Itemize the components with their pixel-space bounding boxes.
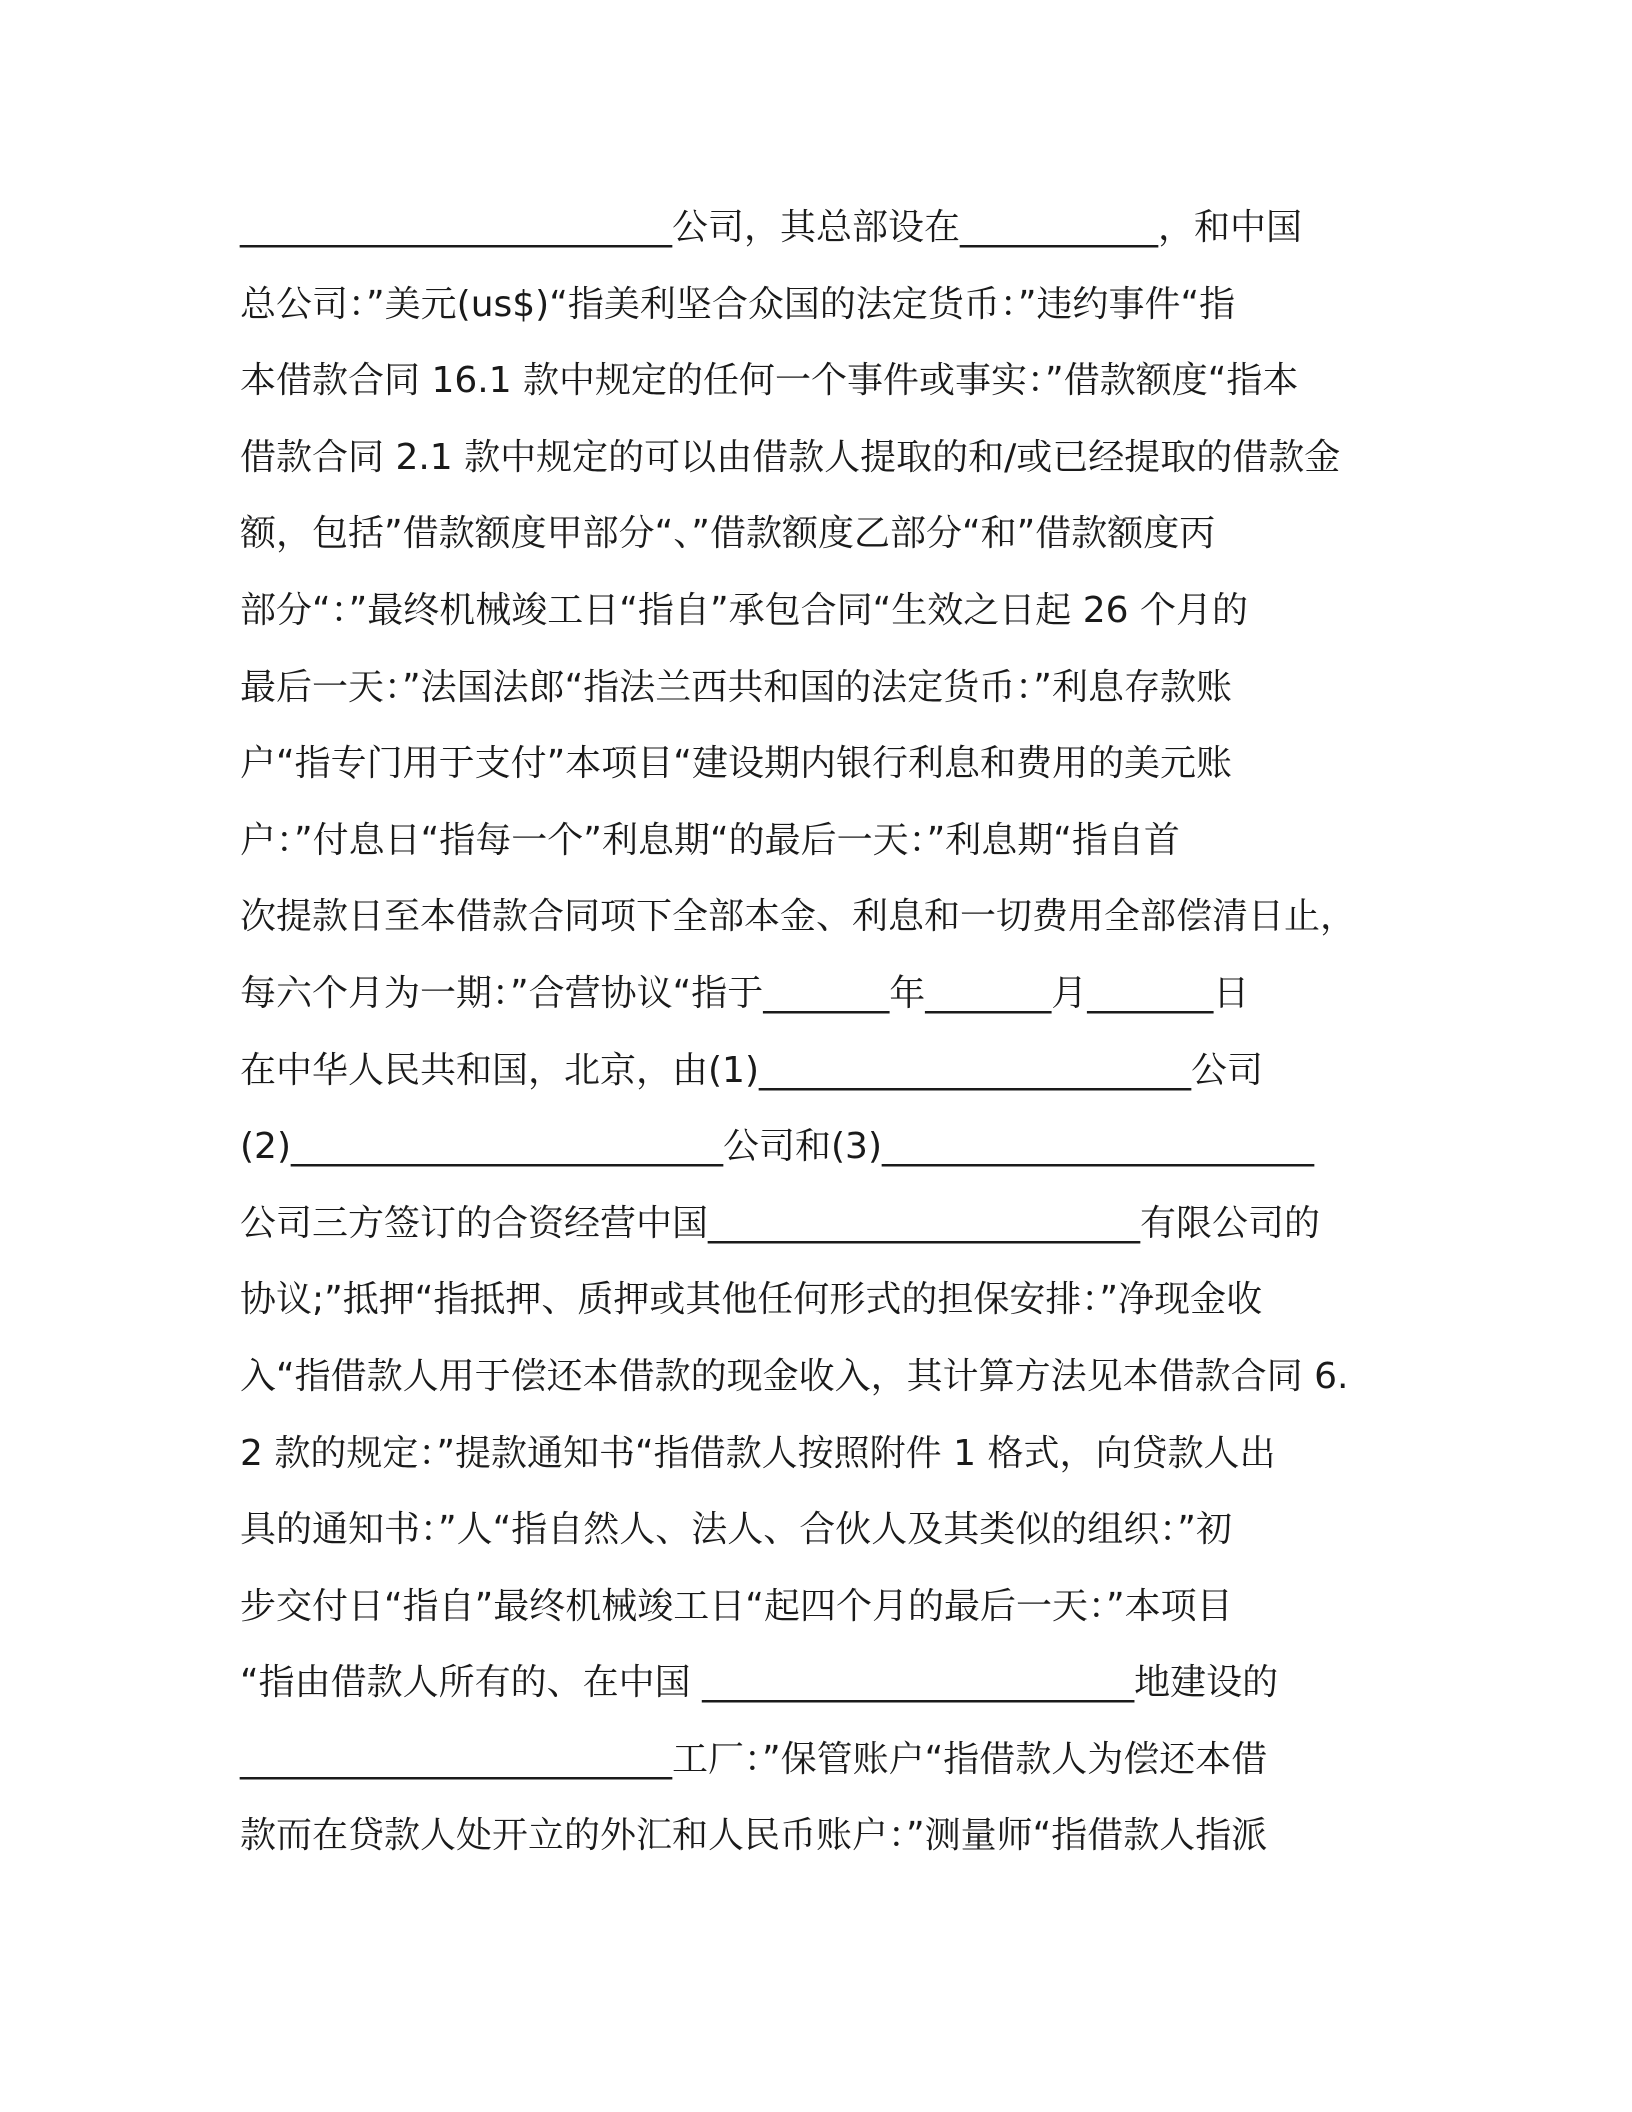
- text-line: 次提款日至本借款合同项下全部本金、利息和一切费用全部偿清日止，: [240, 896, 1357, 938]
- text-line: 入“指借款人用于偿还本借款的现金收入，其计算方法见本借款合同 6.: [240, 1355, 1349, 1397]
- text-line: 步交付日“指自”最终机械竣工日“起四个月的最后一天：”本项目: [240, 1585, 1233, 1627]
- text-line: (2)________________________公司和(3)________________________: [240, 1126, 1314, 1168]
- text-line: 总公司：”美元(us$)“指美利坚合众国的法定货币：”违约事件“指: [240, 283, 1236, 325]
- text-line: 部分“：”最终机械竣工日“指自”承包合同“生效之日起 26 个月的: [240, 589, 1248, 631]
- text-line: 公司三方签订的合资经营中国________________________有限公司的: [240, 1202, 1321, 1244]
- text-line: 户：”付息日“指每一个”利息期“的最后一天：”利息期“指自首: [240, 819, 1180, 861]
- text-line: ________________________公司，其总部设在___________，和中国: [240, 207, 1303, 248]
- text-line: 每六个月为一期：”合营协议“指于_______年_______月_______日: [240, 972, 1250, 1014]
- text-line: 最后一天：”法国法郎“指法兰西共和国的法定货币：”利息存款账: [240, 666, 1232, 708]
- text-line: “指由借款人所有的、在中国 ________________________地建设的: [240, 1662, 1279, 1704]
- text-line: 户“指专门用于支付”本项目“建设期内银行利息和费用的美元账: [240, 743, 1232, 785]
- text-line: 协议;”抵押“指抵押、质押或其他任何形式的担保安排：”净现金收: [240, 1279, 1263, 1321]
- text-line: 额，包括”借款额度甲部分“、”借款额度乙部分“和”借款额度丙: [240, 513, 1216, 555]
- text-line: 具的通知书：”人“指自然人、法人、合伙人及其类似的组织：”初: [240, 1509, 1232, 1551]
- document-body: [240, 190, 1410, 1875]
- text-line: 本借款合同 16.1 款中规定的任何一个事件或事实：”借款额度“指本: [240, 360, 1299, 402]
- text-line: 借款合同 2.1 款中规定的可以由借款人提取的和/或已经提取的借款金: [240, 436, 1341, 478]
- text-line: 在中华人民共和国，北京，由(1)________________________公司: [240, 1049, 1263, 1091]
- text-line: ________________________工厂：”保管账户“指借款人为偿还本借: [240, 1738, 1268, 1780]
- text-line: 款而在贷款人处开立的外汇和人民币账户：”测量师“指借款人指派: [240, 1815, 1268, 1857]
- text-line: 2 款的规定：”提款通知书“指借款人按照附件 1 格式，向贷款人出: [240, 1432, 1276, 1474]
